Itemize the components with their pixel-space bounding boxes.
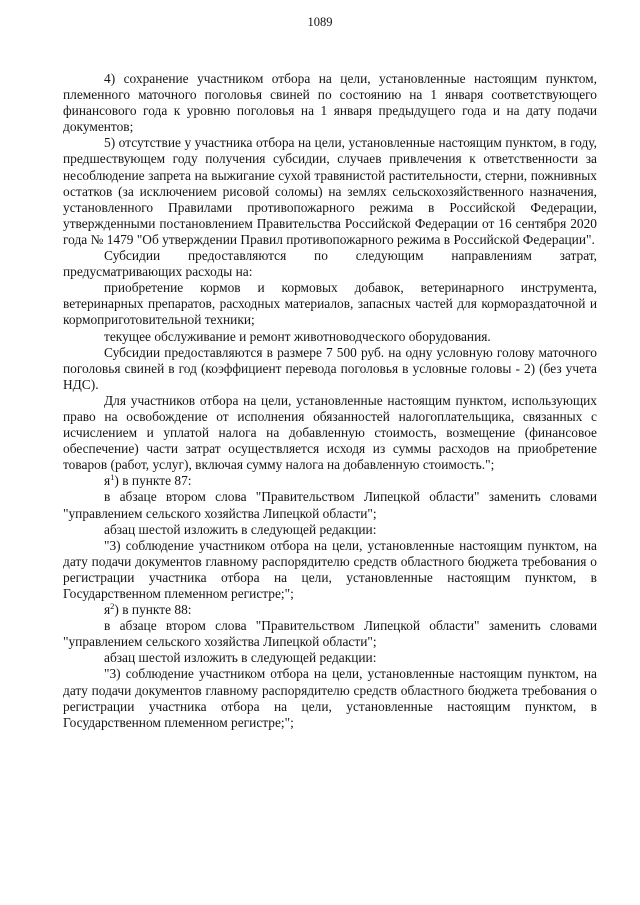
paragraph-text: приобретение кормов и кормовых добавок, ветеринарного инструмента, ветеринарных препаратов, расходных материалов, запасных частей для кормораздаточной и кормоприготовительной техники; (63, 280, 597, 328)
document-body (63, 71, 597, 731)
item-superscript: 1 (110, 472, 115, 483)
paragraph (63, 538, 597, 602)
paragraph (63, 393, 597, 473)
paragraph (63, 135, 597, 248)
paragraph (63, 71, 597, 135)
paragraph (63, 618, 597, 650)
paragraph-text: 5) отсутствие у участника отбора на цели, установленные настоящим пунктом, в году, предшествующем году получения субсидии, случаев привлечения к ответственности за несоблюдение запрета на выжигание сухой травянистой растительности, стерни, пожнивных остатков (за исключением рисовой соломы) на землях сельскохозяйственного назначения, установленного Правилами противопожарного режима в Российской Федерации, утвержденными постановлением Правительства Российской Федерации от 16 сентября 2020 года № 1479 "Об утверждении Правил противопожарного режима в Российской Федерации". (63, 135, 597, 247)
paragraph-text: абзац шестой изложить в следующей редакции: (104, 650, 377, 666)
paragraph (63, 602, 597, 618)
paragraph (63, 650, 597, 666)
paragraph (63, 329, 597, 345)
paragraph (63, 473, 597, 489)
paragraph (63, 248, 597, 280)
paragraph-text: в абзаце втором слова "Правительством Липецкой области" заменить словами "управлением сельского хозяйства Липецкой области"; (63, 489, 597, 521)
page-number: 1089 (307, 15, 333, 29)
paragraph-text: "3) соблюдение участником отбора на цели, установленные настоящим пунктом, на дату подачи документов главному распорядителю средств областного бюджета требования о регистрации участника отбора на цели, установленные настоящим пунктом, в Государственном племенном регистре;"; (63, 666, 597, 730)
paragraph (63, 522, 597, 538)
paragraph-text: Для участников отбора на цели, установленные настоящим пунктом, использующих право на освобождение от исполнения обязанностей налогоплательщика, связанных с исчислением и уплатой налога на добавленную стоимость, возмещение (финансовое обеспечение) части затрат осуществляется исходя из суммы расходов на приобретение товаров (работ, услуг), включая сумму налога на добавленную стоимость."; (63, 392, 597, 473)
paragraph-text: абзац шестой изложить в следующей редакции: (104, 521, 377, 537)
paragraph-text: Субсидии предоставляются в размере 7 500 руб. на одну условную голову маточного поголовья свиней в год (коэффициент перевода поголовья в условные головы - 2) (без учета НДС). (63, 344, 597, 392)
paragraph-tail: ) в пункте 88: (114, 602, 192, 618)
paragraph (63, 280, 597, 328)
item-superscript: 2 (110, 601, 115, 612)
paragraph (63, 666, 597, 730)
paragraph-tail: ) в пункте 87: (114, 473, 192, 489)
paragraph-text: в абзаце втором слова "Правительством Липецкой области" заменить словами "управлением сельского хозяйства Липецкой области"; (63, 618, 597, 650)
paragraph-text: 4) сохранение участником отбора на цели, установленные настоящим пунктом, племенного маточного поголовья свиней по состоянию на 1 января соответствующего финансового года к уровню поголовья на 1 января предыдущего года и на дату подачи документов; (63, 71, 597, 135)
paragraph (63, 489, 597, 521)
paragraph-text: "3) соблюдение участником отбора на цели, установленные настоящим пунктом, на дату подачи документов главному распорядителю средств областного бюджета требования о регистрации участника отбора на цели, установленные настоящим пунктом, в Государственном племенном регистре;"; (63, 537, 597, 601)
paragraph (63, 345, 597, 393)
paragraph-text: я (104, 473, 111, 489)
paragraph-text: я (104, 602, 111, 618)
paragraph-text: текущее обслуживание и ремонт животноводческого оборудования. (104, 328, 491, 344)
paragraph-text: Субсидии предоставляются по следующим направлениям затрат, предусматривающих расходы на: (63, 248, 597, 280)
